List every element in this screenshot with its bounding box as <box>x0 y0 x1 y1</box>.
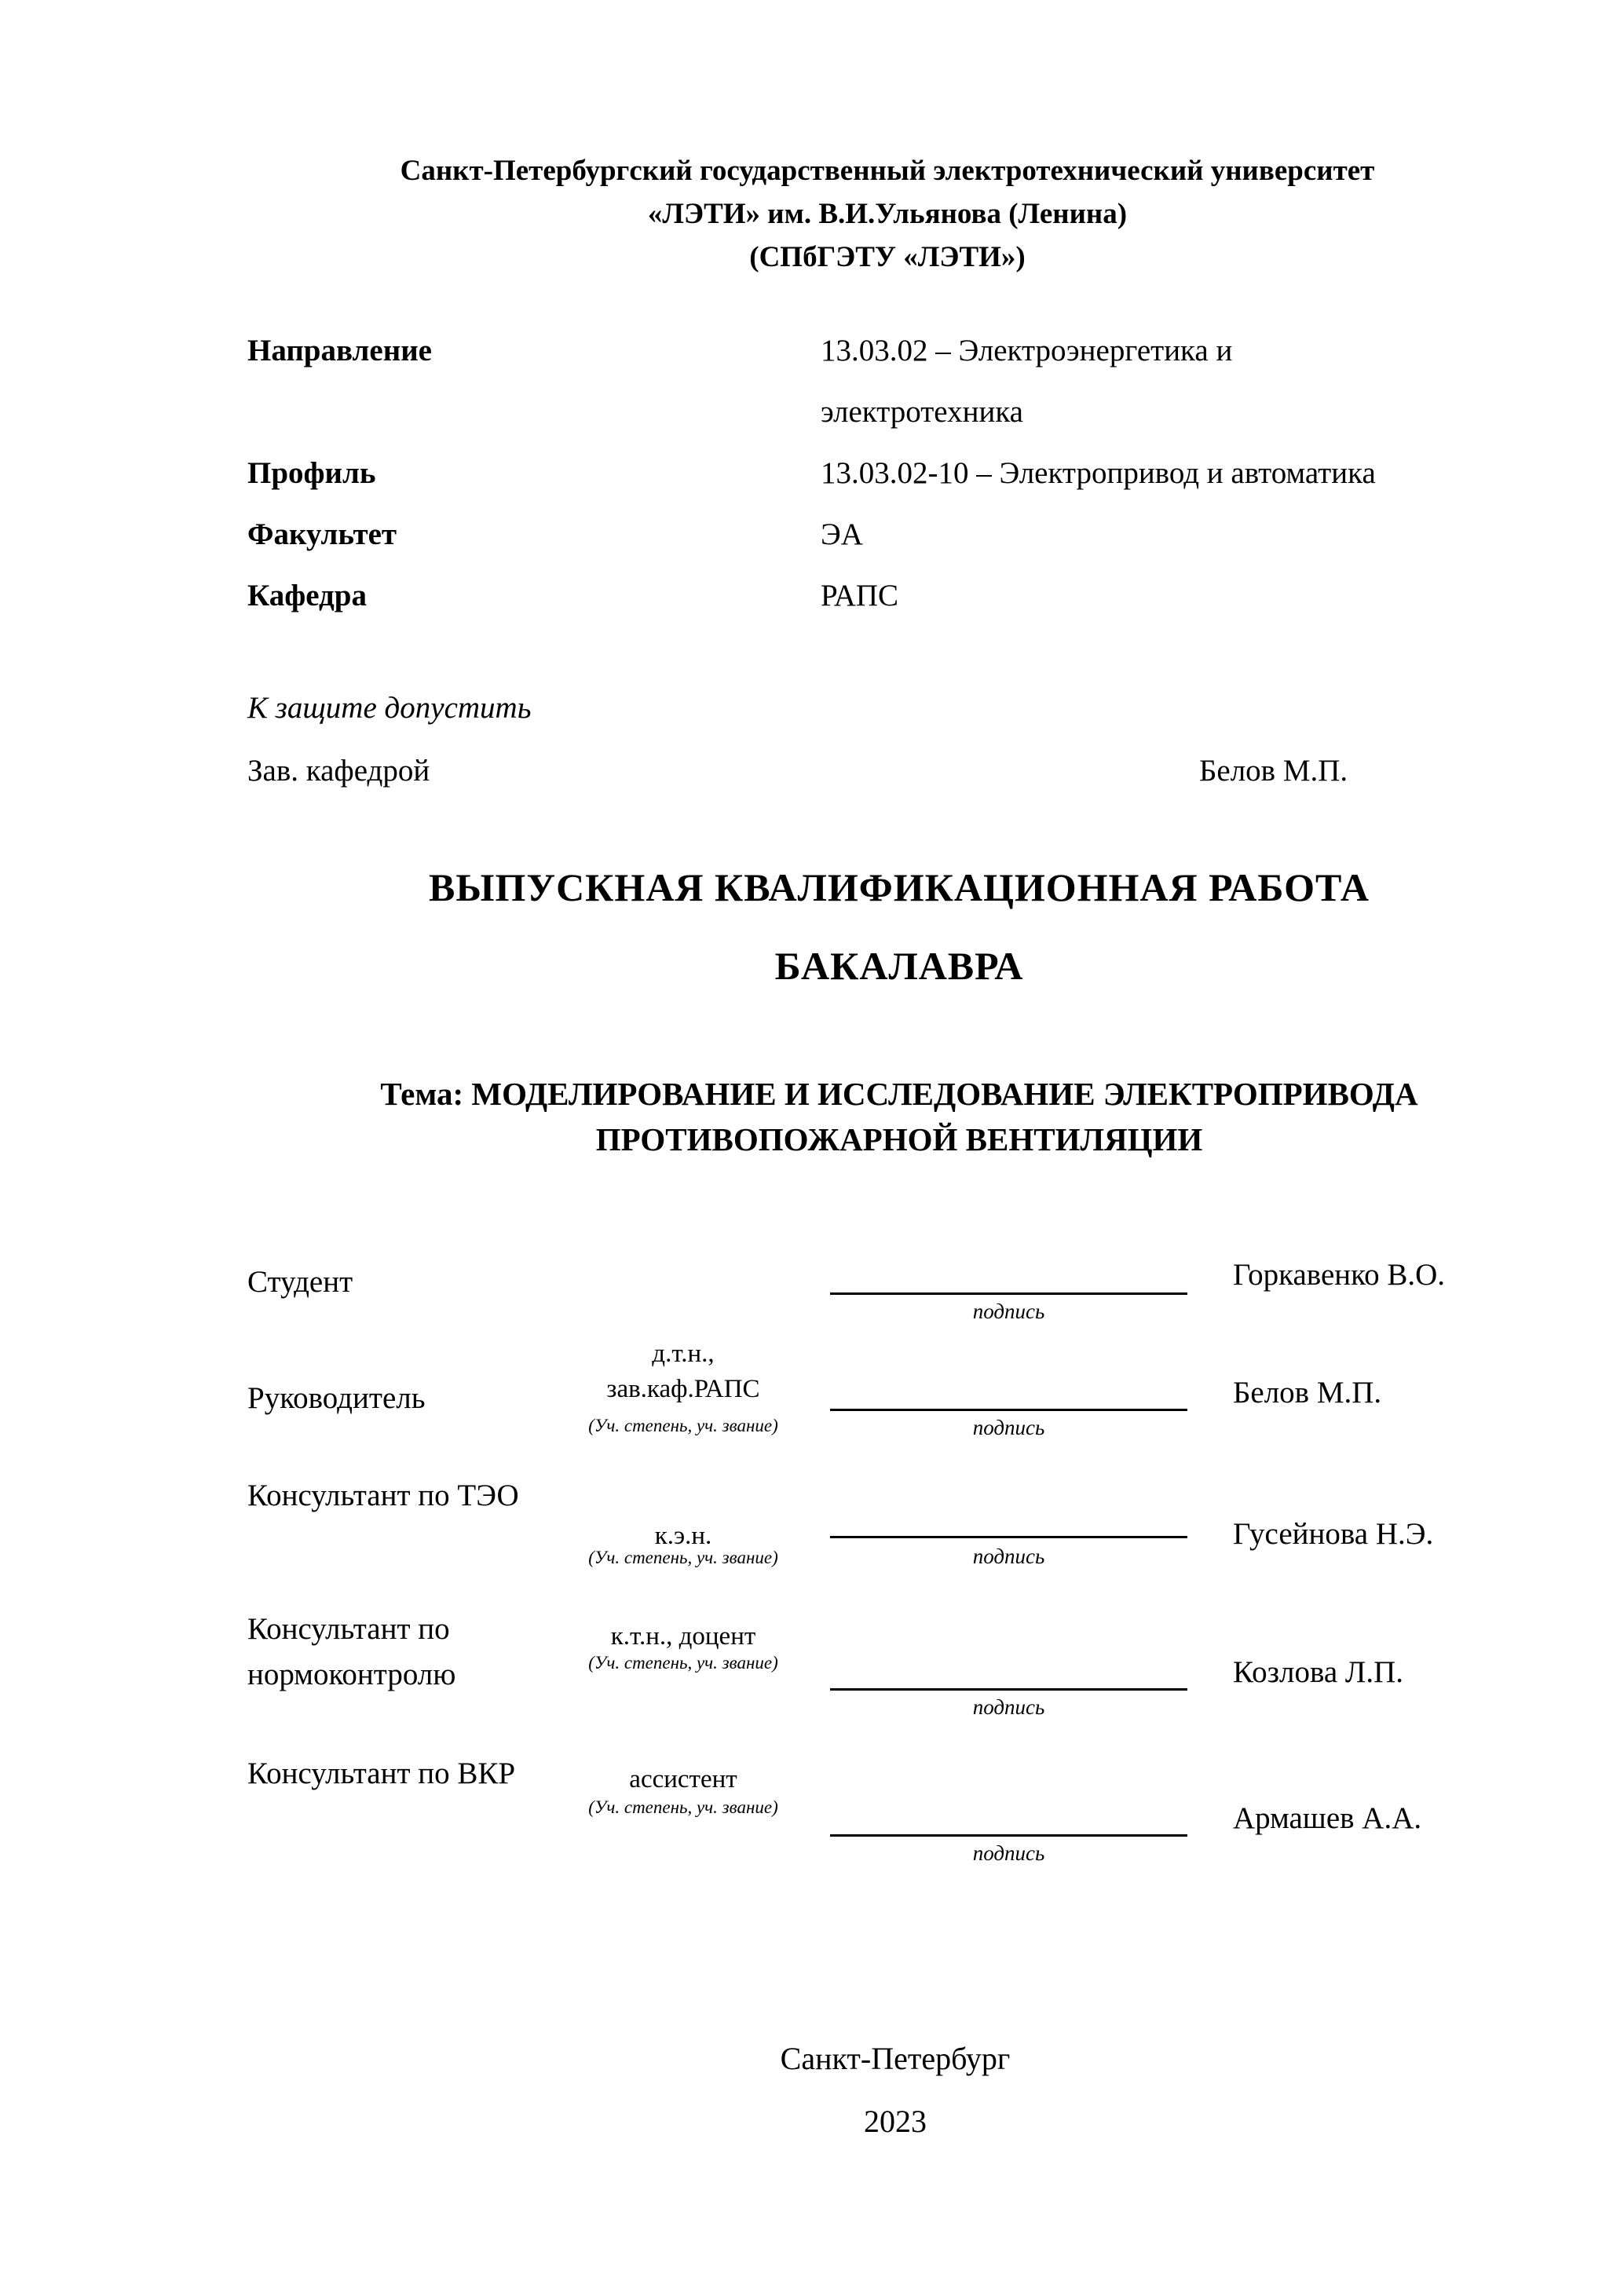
field-value-department: РАПС <box>821 579 899 612</box>
person-name-consultant-teo: Гусейнова Н.Э. <box>1233 1517 1434 1551</box>
signature-line-supervisor <box>830 1409 1187 1411</box>
role-label-consultant-vkr: Консультант по ВКР <box>247 1757 516 1790</box>
topic-line1: Тема: МОДЕЛИРОВАНИЕ И ИССЛЕДОВАНИЕ ЭЛЕКТРОПРИВОДА <box>380 1076 1418 1112</box>
work-title <box>247 848 1551 1005</box>
degree-label-consultant-teo: к.э.н. <box>654 1522 712 1550</box>
person-name-student: Горкавенко В.О. <box>1233 1258 1446 1292</box>
signature-line-student <box>830 1292 1187 1295</box>
degree-caption-consultant-vkr: (Уч. степень, уч. звание) <box>588 1797 778 1817</box>
topic-title <box>247 1071 1551 1162</box>
person-name-supervisor: Белов М.П. <box>1233 1376 1382 1409</box>
signature-line-consultant-teo <box>830 1536 1187 1538</box>
admission-name: Белов М.П. <box>1199 754 1348 788</box>
admission-role: Зав. кафедрой <box>247 754 430 788</box>
program-fields-section <box>247 320 1567 627</box>
field-label-department: Кафедра <box>247 579 367 612</box>
signature-row-consultant-norm <box>0 1607 1624 1764</box>
field-label-faculty: Факультет <box>247 517 397 551</box>
field-row-faculty <box>247 504 1567 565</box>
degree-label-consultant-norm: к.т.н., доцент <box>610 1622 756 1651</box>
degree-label-consultant-vkr: ассистент <box>629 1765 737 1793</box>
signature-caption-student: подпись <box>972 1300 1045 1323</box>
admission-row <box>247 740 1567 803</box>
field-value-profile: 13.03.02-10 – Электропривод и автоматика <box>821 456 1376 490</box>
signature-line-consultant-vkr <box>830 1834 1187 1837</box>
role-label-supervisor: Руководитель <box>247 1381 426 1415</box>
work-title-line2: БАКАЛАВРА <box>774 944 1024 988</box>
signature-caption-consultant-teo: подпись <box>972 1545 1045 1568</box>
topic-line2: ПРОТИВОПОЖАРНОЙ ВЕНТИЛЯЦИИ <box>595 1121 1203 1157</box>
field-label-direction: Направление <box>247 334 432 367</box>
degree-caption-consultant-teo: (Уч. степень, уч. звание) <box>588 1548 778 1567</box>
role-label-student: Студент <box>247 1265 353 1299</box>
admission-note: К защите допустить <box>247 691 532 725</box>
field-value-faculty: ЭА <box>821 517 863 551</box>
field-label-profile: Профиль <box>247 456 376 490</box>
field-row-department <box>247 565 1567 627</box>
degree-caption-consultant-norm: (Уч. степень, уч. звание) <box>588 1653 778 1673</box>
role-label-consultant-teo: Консультант по ТЭО <box>247 1479 519 1512</box>
person-name-consultant-norm: Козлова Л.П. <box>1233 1655 1404 1689</box>
field-row-direction <box>247 320 1567 443</box>
signature-caption-supervisor: подпись <box>972 1416 1045 1439</box>
degree-label-supervisor: д.т.н., зав.каф.РАПС <box>606 1340 760 1403</box>
university-name-line1: Санкт-Петербургский государственный электротехнический университет <box>400 155 1375 187</box>
signature-caption-consultant-vkr: подпись <box>972 1841 1045 1865</box>
signature-line-consultant-norm <box>830 1688 1187 1691</box>
admission-section <box>247 677 1567 803</box>
footer-city: Санкт-Петербург <box>780 2041 1011 2076</box>
signature-caption-consultant-norm: подпись <box>972 1695 1045 1719</box>
university-name-line3: (СПбГЭТУ «ЛЭТИ») <box>749 241 1026 273</box>
signature-row-supervisor <box>0 1336 1624 1493</box>
work-title-line1: ВЫПУСКНАЯ КВАЛИФИКАЦИОННАЯ РАБОТА <box>429 865 1370 909</box>
footer-year: 2023 <box>864 2104 927 2139</box>
signature-row-consultant-vkr <box>0 1751 1624 1908</box>
field-value-direction: 13.03.02 – Электроэнергетика и электротехника <box>821 334 1233 429</box>
university-name-line2: «ЛЭТИ» им. В.И.Ульянова (Ленина) <box>647 198 1128 230</box>
university-header <box>247 149 1527 279</box>
role-label-consultant-norm: Консультант по нормоконтролю <box>247 1612 456 1691</box>
footer <box>247 2027 1543 2153</box>
field-row-profile <box>247 443 1567 504</box>
person-name-consultant-vkr: Армашев А.А. <box>1233 1801 1422 1835</box>
degree-caption-supervisor: (Уч. степень, уч. звание) <box>588 1416 778 1435</box>
